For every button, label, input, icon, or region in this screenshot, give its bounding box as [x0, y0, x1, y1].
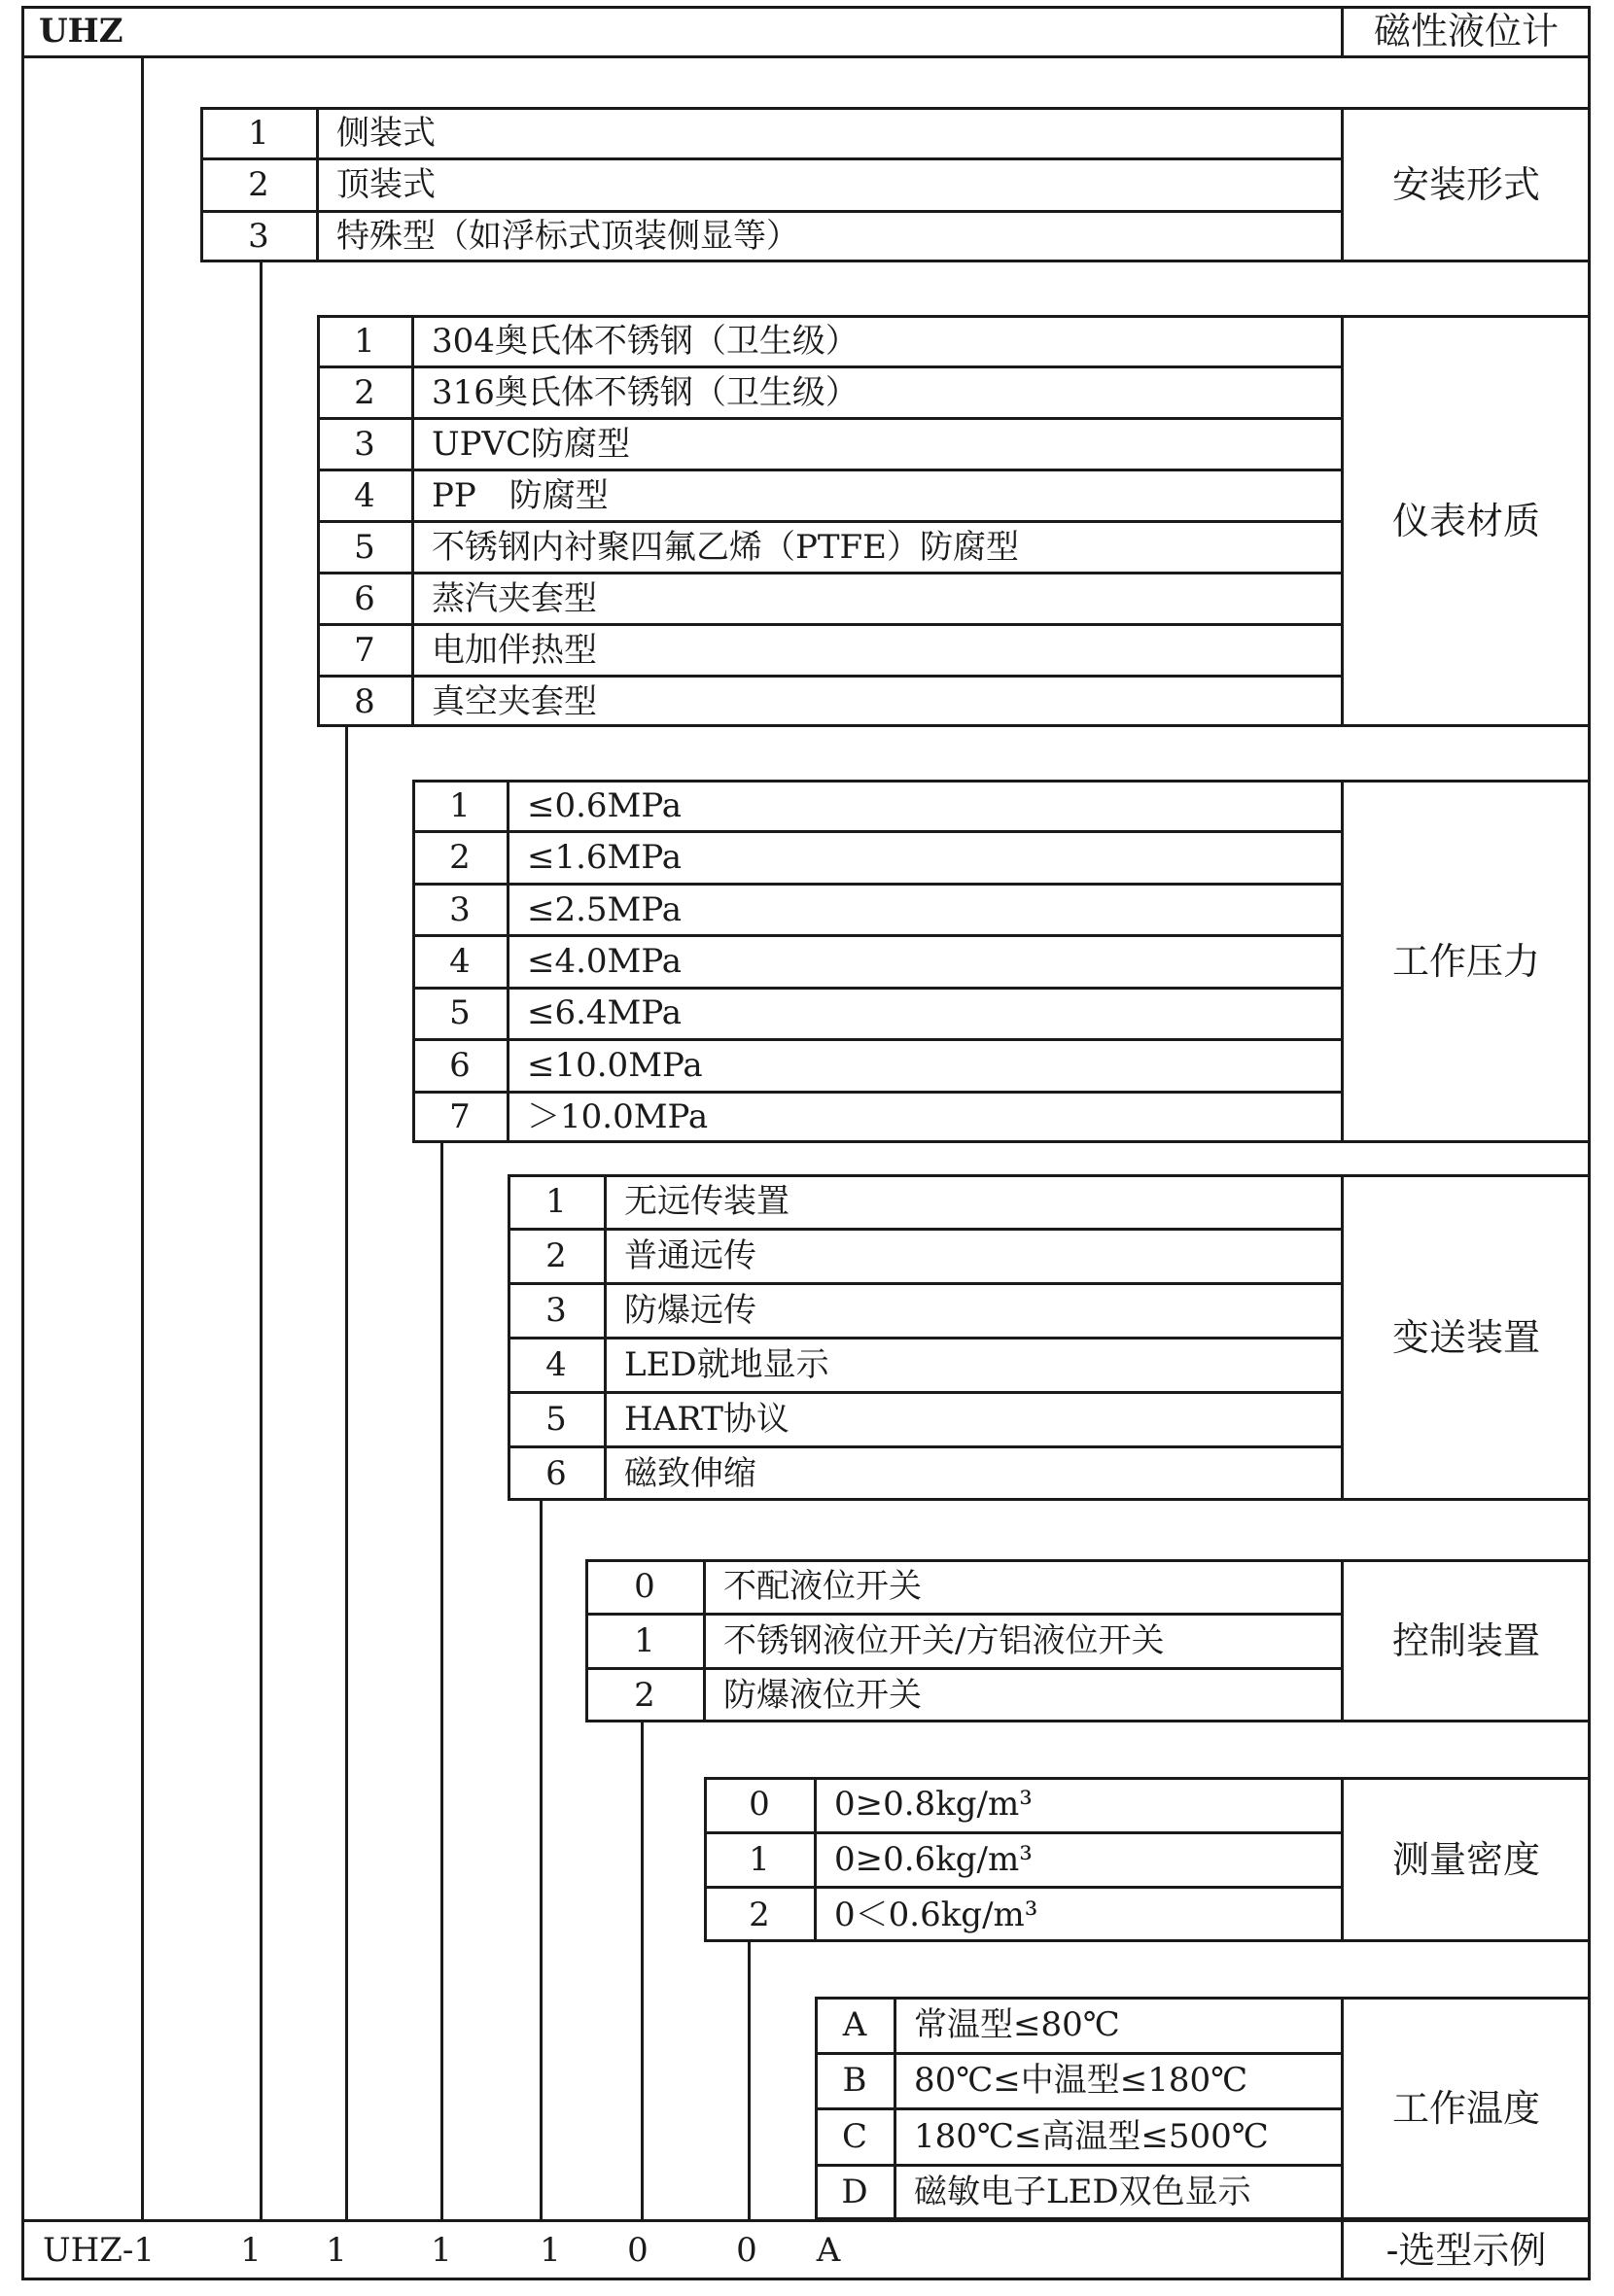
group-1-code-divider — [316, 107, 319, 262]
option-desc: 真空夹套型 — [432, 681, 597, 721]
group-category-label: 测量密度 — [1391, 1838, 1541, 1881]
example-code: 1 — [240, 2231, 262, 2270]
option-code: 0 — [749, 1785, 770, 1825]
option-desc: ＞10.0MPa — [527, 1097, 709, 1137]
group-4-row-divider — [508, 1282, 1342, 1285]
group-3-row-divider — [412, 883, 1342, 886]
group-3-row-divider — [412, 830, 1342, 833]
option-code: 6 — [354, 578, 375, 618]
group-3-row-divider — [412, 1091, 1342, 1094]
option-desc: 316奥氏体不锈钢（卫生级） — [432, 372, 859, 412]
group-category-label: 变送装置 — [1391, 1316, 1541, 1359]
group-5-cat-divider — [1341, 1559, 1344, 1722]
example-code: 1 — [431, 2231, 452, 2270]
group-category-label: 控制装置 — [1391, 1619, 1541, 1662]
group-3-row-divider — [412, 987, 1342, 990]
group-4-row-divider — [508, 1445, 1342, 1448]
group-6-cat-divider — [1341, 1777, 1344, 1942]
header-product: 磁性液位计 — [1373, 10, 1560, 52]
option-desc: 磁致伸缩 — [624, 1454, 756, 1493]
header-cat-divider — [1341, 6, 1344, 56]
group-3-stem — [440, 1143, 443, 2220]
option-desc: 0＜0.6kg/m³ — [834, 1895, 1038, 1934]
option-code: 2 — [248, 165, 269, 204]
group-7-row-divider — [815, 2107, 1342, 2110]
group-3-row-divider — [412, 1038, 1342, 1041]
group-5-row-divider — [585, 1667, 1342, 1670]
example-model: UHZ-1 — [43, 2231, 156, 2270]
example-code: 1 — [326, 2231, 347, 2270]
option-desc: 不锈钢液位开关/方铝液位开关 — [723, 1621, 1165, 1660]
option-desc: 无远传装置 — [624, 1182, 789, 1221]
option-code: 1 — [248, 113, 269, 153]
group-1-row-divider — [200, 210, 1342, 213]
option-code: 4 — [354, 475, 375, 515]
group-6-row-divider — [704, 1886, 1342, 1889]
option-desc: 80℃≤中温型≤180℃ — [914, 2061, 1248, 2101]
option-code: 0 — [634, 1567, 655, 1606]
option-desc: 不锈钢内衬聚四氟乙烯（PTFE）防腐型 — [432, 527, 1019, 567]
header-divider — [21, 55, 1591, 58]
option-code: A — [842, 2004, 867, 2044]
group-3-code-divider — [507, 780, 509, 1143]
option-code: 5 — [354, 527, 375, 567]
option-desc: 180℃≤高温型≤500℃ — [914, 2116, 1269, 2156]
option-code: 8 — [354, 681, 375, 721]
option-code: 6 — [449, 1045, 471, 1085]
group-2-stem — [345, 727, 348, 2220]
header-model: UHZ — [39, 12, 123, 51]
option-code: 3 — [449, 889, 471, 929]
option-code: 3 — [248, 217, 269, 257]
group-5-row-divider — [585, 1613, 1342, 1616]
example-code: 0 — [627, 2231, 649, 2270]
option-code: D — [841, 2173, 868, 2212]
example-label: -选型示例 — [1386, 2229, 1547, 2272]
group-2-row-divider — [317, 365, 1342, 368]
group-2-row-divider — [317, 572, 1342, 574]
option-code: 2 — [634, 1676, 655, 1715]
option-code: 4 — [545, 1345, 567, 1384]
group-4-row-divider — [508, 1337, 1342, 1339]
group-category-label: 工作压力 — [1391, 940, 1541, 983]
group-6-row-divider — [704, 1831, 1342, 1834]
option-code: 2 — [545, 1236, 567, 1275]
option-code: 6 — [545, 1454, 567, 1493]
footer-cat-divider — [1341, 2220, 1344, 2280]
group-1-cat-divider — [1341, 107, 1344, 262]
option-code: 3 — [545, 1291, 567, 1330]
group-5-stem — [641, 1722, 644, 2220]
option-desc: ≤10.0MPa — [527, 1045, 703, 1085]
option-code: 1 — [634, 1621, 655, 1660]
option-code: 5 — [449, 993, 471, 1033]
option-desc: 电加伴热型 — [432, 630, 597, 670]
group-4-row-divider — [508, 1391, 1342, 1394]
group-2-row-divider — [317, 520, 1342, 523]
option-desc: 普通远传 — [624, 1236, 756, 1275]
group-1-row-divider — [200, 157, 1342, 160]
group-2-row-divider — [317, 469, 1342, 471]
option-desc: 顶装式 — [336, 165, 436, 204]
option-desc: 0≥0.6kg/m³ — [834, 1840, 1033, 1879]
option-code: 1 — [749, 1840, 770, 1879]
option-code: 1 — [449, 785, 471, 825]
option-desc: ≤4.0MPa — [527, 942, 682, 981]
option-desc: LED就地显示 — [624, 1345, 829, 1384]
option-code: B — [842, 2061, 867, 2101]
option-code: 2 — [354, 372, 375, 412]
group-2-row-divider — [317, 675, 1342, 678]
option-code: 2 — [749, 1895, 770, 1934]
group-1-stem — [260, 262, 263, 2220]
group-3-cat-divider — [1341, 780, 1344, 1143]
option-desc: UPVC防腐型 — [432, 424, 631, 464]
option-desc: 防爆液位开关 — [723, 1676, 922, 1715]
option-desc: 不配液位开关 — [723, 1567, 922, 1606]
group-7-row-divider — [815, 2052, 1342, 2055]
option-desc: 特殊型（如浮标式顶装侧显等） — [336, 217, 799, 257]
option-desc: HART协议 — [624, 1400, 789, 1439]
group-7-row-divider — [815, 2164, 1342, 2167]
example-code: A — [816, 2231, 841, 2270]
group-6-stem — [748, 1942, 751, 2220]
group-category-label: 工作温度 — [1391, 2087, 1541, 2130]
model-stem — [141, 56, 144, 2220]
group-2-row-divider — [317, 417, 1342, 420]
option-desc: 304奥氏体不锈钢（卫生级） — [432, 321, 859, 361]
option-desc: ≤1.6MPa — [527, 838, 682, 878]
option-desc: 侧装式 — [336, 113, 436, 153]
option-desc: 常温型≤80℃ — [914, 2004, 1120, 2044]
option-code: 3 — [354, 424, 375, 464]
group-2-row-divider — [317, 623, 1342, 626]
option-desc: 0≥0.8kg/m³ — [834, 1785, 1033, 1825]
option-desc: ≤2.5MPa — [527, 889, 682, 929]
option-code: 1 — [354, 321, 375, 361]
option-desc: ≤6.4MPa — [527, 993, 682, 1033]
option-desc: 磁敏电子LED双色显示 — [914, 2173, 1251, 2212]
option-desc: PP 防腐型 — [432, 475, 609, 515]
option-code: 5 — [545, 1400, 567, 1439]
group-category-label: 仪表材质 — [1391, 500, 1541, 542]
option-code: 7 — [449, 1097, 471, 1137]
example-code: 0 — [736, 2231, 757, 2270]
option-desc: ≤0.6MPa — [527, 785, 682, 825]
group-5-code-divider — [703, 1559, 706, 1722]
option-code: 7 — [354, 630, 375, 670]
option-code: 2 — [449, 838, 471, 878]
group-4-stem — [540, 1501, 543, 2220]
option-desc: 防爆远传 — [624, 1291, 756, 1330]
option-code: C — [841, 2116, 868, 2156]
option-code: 1 — [545, 1182, 567, 1221]
option-code: 4 — [449, 942, 471, 981]
group-4-row-divider — [508, 1228, 1342, 1231]
group-category-label: 安装形式 — [1391, 163, 1541, 206]
option-desc: 蒸汽夹套型 — [432, 578, 597, 618]
group-3-row-divider — [412, 934, 1342, 937]
example-code: 1 — [540, 2231, 561, 2270]
group-6-code-divider — [814, 1777, 817, 1942]
